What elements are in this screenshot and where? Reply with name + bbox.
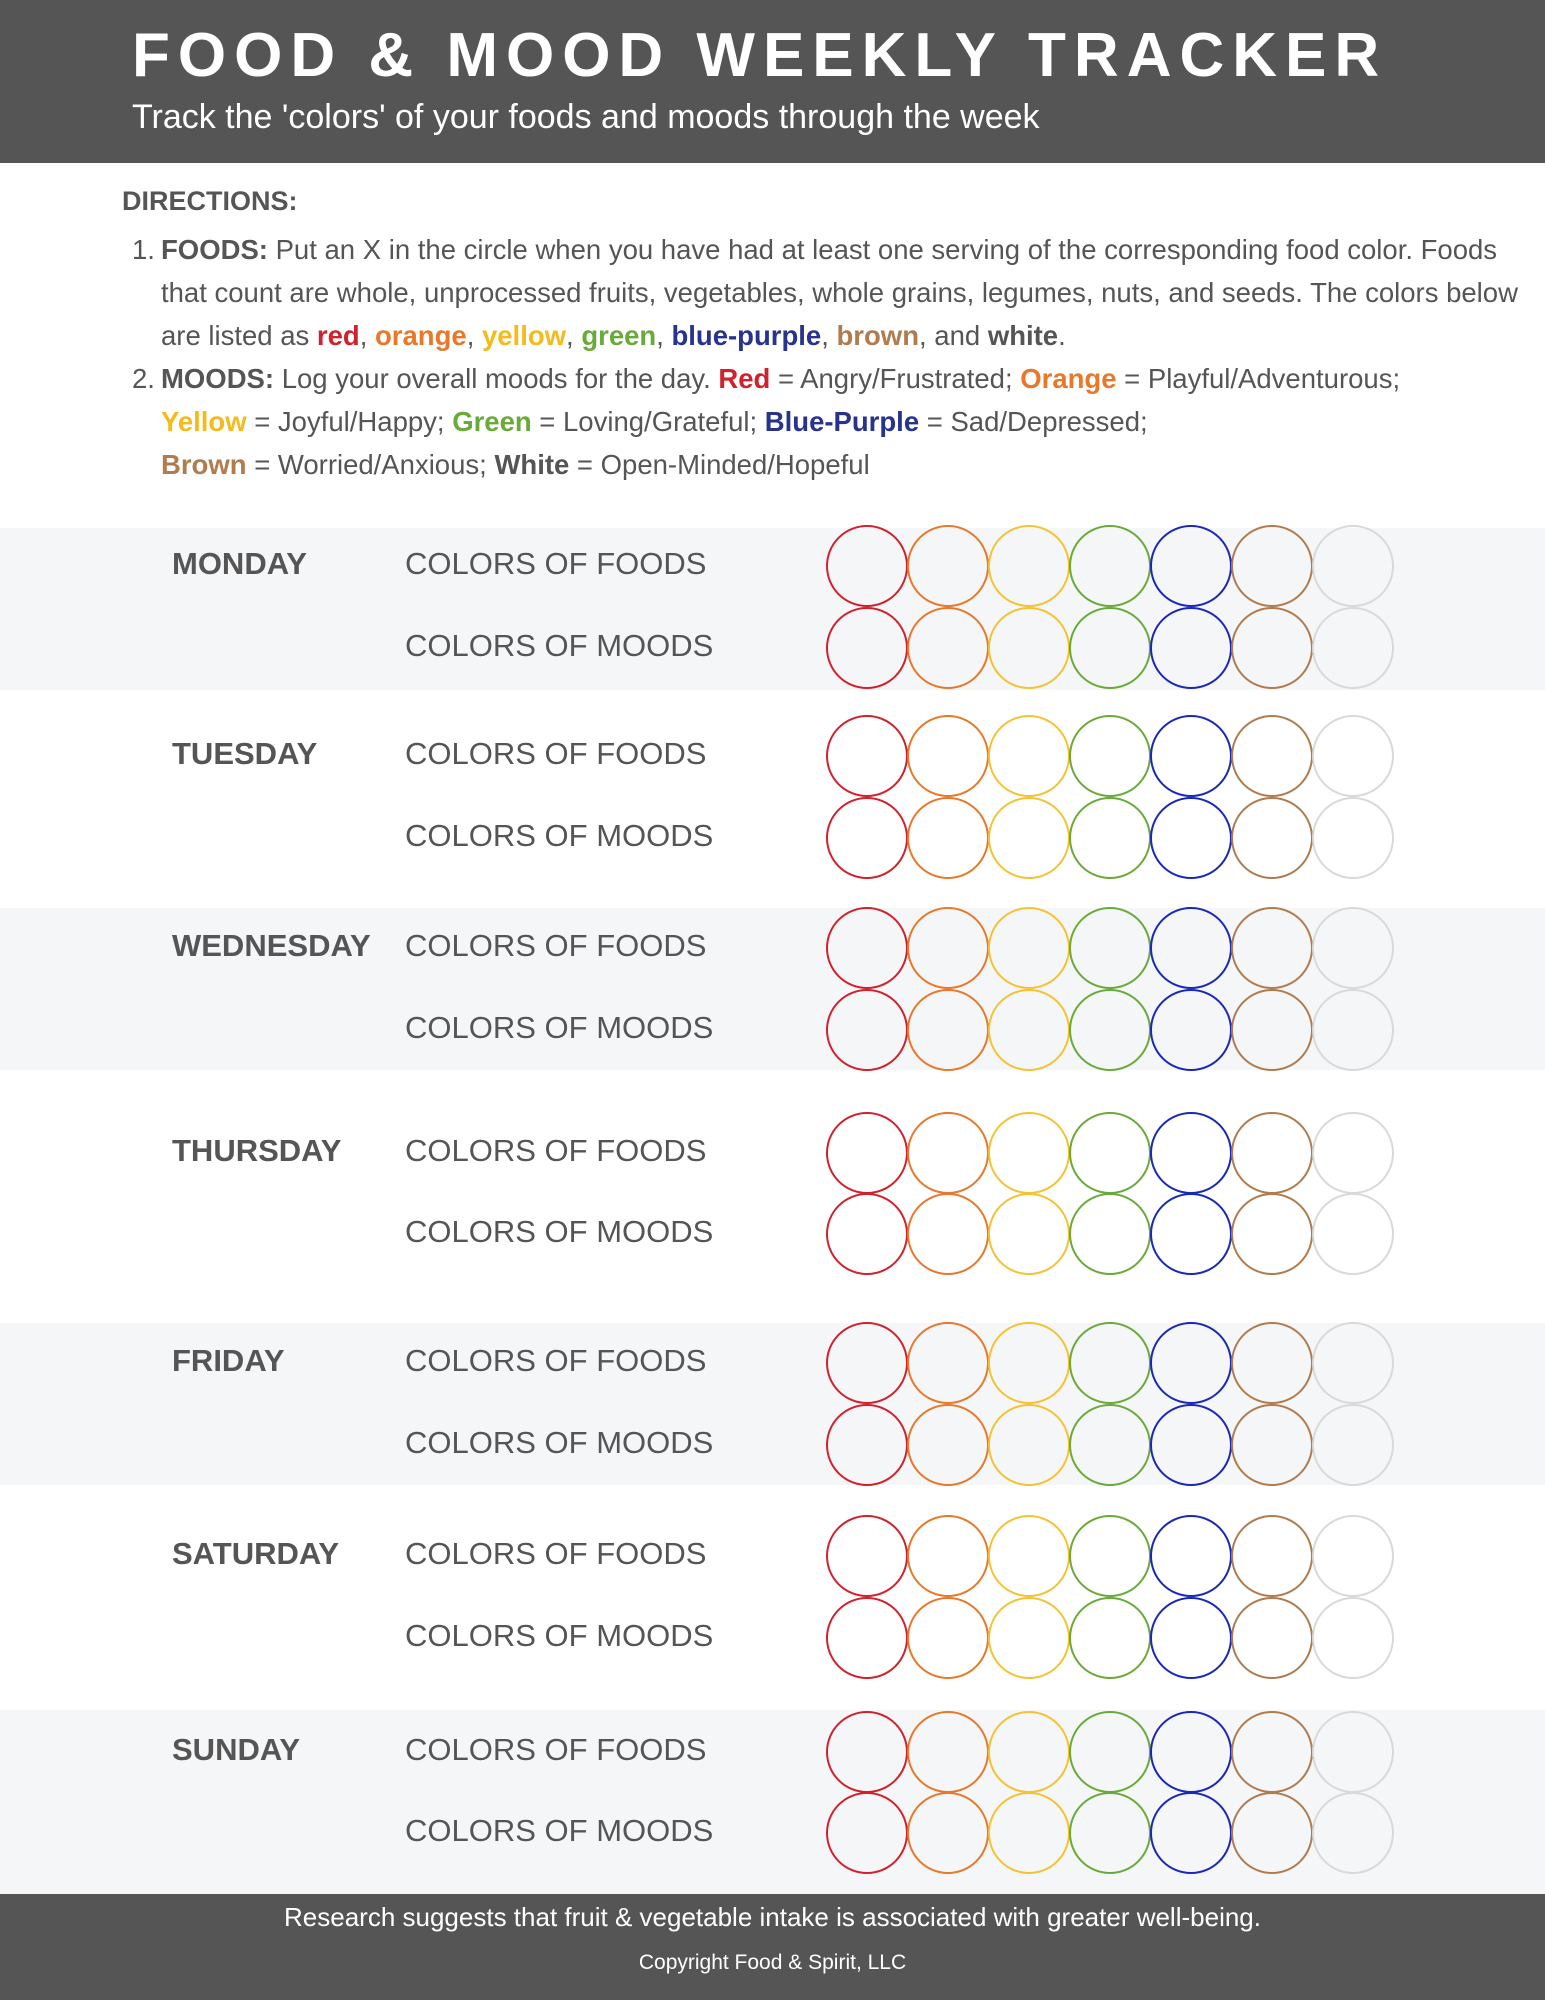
- foods-circle-group: [826, 1112, 1393, 1194]
- green-foods-checkbox[interactable]: [1069, 907, 1151, 989]
- brown-foods-checkbox[interactable]: [1231, 1515, 1313, 1597]
- yellow-foods-checkbox[interactable]: [988, 715, 1070, 797]
- green-moods-checkbox[interactable]: [1069, 1792, 1151, 1874]
- yellow-foods-checkbox[interactable]: [988, 1112, 1070, 1194]
- blue-foods-checkbox[interactable]: [1150, 525, 1232, 607]
- brown-moods-checkbox[interactable]: [1231, 1792, 1313, 1874]
- white-moods-checkbox[interactable]: [1312, 989, 1394, 1071]
- colors-of-foods-label: COLORS OF FOODS: [405, 1732, 707, 1767]
- colors-of-moods-label: COLORS OF MOODS: [405, 818, 714, 853]
- orange-moods-checkbox[interactable]: [907, 1193, 989, 1275]
- mood-meaning-orange: = Playful/Adventurous;: [1116, 363, 1401, 394]
- moods-label: MOODS:: [161, 363, 275, 394]
- day-name: WEDNESDAY: [172, 928, 371, 963]
- foods-circle-group: [826, 1322, 1393, 1404]
- separator: ,: [566, 320, 582, 351]
- directions-heading: DIRECTIONS:: [122, 186, 298, 216]
- orange-moods-checkbox[interactable]: [907, 607, 989, 689]
- moods-circle-group: [826, 1792, 1393, 1874]
- list-number: 2.: [132, 363, 155, 394]
- day-row-saturday: [0, 1514, 1545, 1710]
- brown-moods-checkbox[interactable]: [1231, 1597, 1313, 1679]
- day-name: MONDAY: [172, 546, 307, 581]
- red-foods-checkbox[interactable]: [826, 1112, 908, 1194]
- blue-foods-checkbox[interactable]: [1150, 907, 1232, 989]
- white-moods-checkbox[interactable]: [1312, 1193, 1394, 1275]
- footer-banner: [0, 1894, 1545, 2000]
- brown-moods-checkbox[interactable]: [1231, 607, 1313, 689]
- blue-moods-checkbox[interactable]: [1150, 797, 1232, 879]
- red-moods-checkbox[interactable]: [826, 607, 908, 689]
- yellow-moods-checkbox[interactable]: [988, 797, 1070, 879]
- white-foods-checkbox[interactable]: [1312, 1515, 1394, 1597]
- green-foods-checkbox[interactable]: [1069, 525, 1151, 607]
- orange-foods-checkbox[interactable]: [907, 1322, 989, 1404]
- orange-foods-checkbox[interactable]: [907, 1112, 989, 1194]
- mood-color-brown: Brown: [161, 449, 247, 480]
- moods-circle-group: [826, 607, 1393, 689]
- red-moods-checkbox[interactable]: [826, 1404, 908, 1486]
- red-foods-checkbox[interactable]: [826, 1711, 908, 1793]
- red-moods-checkbox[interactable]: [826, 989, 908, 1071]
- separator: ,: [359, 320, 375, 351]
- brown-moods-checkbox[interactable]: [1231, 1404, 1313, 1486]
- list-number: 1.: [132, 234, 155, 265]
- day-row-wednesday: [0, 908, 1545, 1070]
- yellow-moods-checkbox[interactable]: [988, 1792, 1070, 1874]
- blue-moods-checkbox[interactable]: [1150, 1792, 1232, 1874]
- red-foods-checkbox[interactable]: [826, 1515, 908, 1597]
- colors-of-foods-label: COLORS OF FOODS: [405, 1343, 707, 1378]
- mood-meaning-blue-purple: = Sad/Depressed;: [919, 406, 1148, 437]
- blue-foods-checkbox[interactable]: [1150, 1515, 1232, 1597]
- brown-foods-checkbox[interactable]: [1231, 1711, 1313, 1793]
- orange-moods-checkbox[interactable]: [907, 989, 989, 1071]
- white-moods-checkbox[interactable]: [1312, 1597, 1394, 1679]
- mood-color-red: Red: [718, 363, 771, 394]
- colors-of-foods-label: COLORS OF FOODS: [405, 1133, 707, 1168]
- foods-circle-group: [826, 1711, 1393, 1793]
- page-title: FOOD & MOOD WEEKLY TRACKER: [132, 21, 1388, 90]
- orange-moods-checkbox[interactable]: [907, 1404, 989, 1486]
- white-foods-checkbox[interactable]: [1312, 907, 1394, 989]
- colors-of-foods-label: COLORS OF FOODS: [405, 546, 707, 581]
- day-row-friday: [0, 1323, 1545, 1485]
- yellow-moods-checkbox[interactable]: [988, 989, 1070, 1071]
- white-moods-checkbox[interactable]: [1312, 1792, 1394, 1874]
- yellow-moods-checkbox[interactable]: [988, 607, 1070, 689]
- moods-circle-group: [826, 797, 1393, 879]
- green-moods-checkbox[interactable]: [1069, 1597, 1151, 1679]
- white-foods-checkbox[interactable]: [1312, 525, 1394, 607]
- foods-circle-group: [826, 525, 1393, 607]
- colors-of-moods-label: COLORS OF MOODS: [405, 1425, 714, 1460]
- yellow-foods-checkbox[interactable]: [988, 907, 1070, 989]
- separator: , and: [919, 320, 988, 351]
- colors-of-moods-label: COLORS OF MOODS: [405, 1813, 714, 1848]
- red-moods-checkbox[interactable]: [826, 1597, 908, 1679]
- colors-of-foods-label: COLORS OF FOODS: [405, 1536, 707, 1571]
- green-foods-checkbox[interactable]: [1069, 1112, 1151, 1194]
- foods-instructions: Put an X in the circle when you have had at least one serving of the corresponding food color. Foods that count are whole, unprocessed fruits, vegetables, whole grains, legumes, nuts, and seeds. The colors below are listed as: [161, 234, 1518, 351]
- orange-foods-checkbox[interactable]: [907, 1515, 989, 1597]
- white-foods-checkbox[interactable]: [1312, 1112, 1394, 1194]
- blue-foods-checkbox[interactable]: [1150, 1322, 1232, 1404]
- mood-color-white: White: [494, 449, 570, 480]
- separator: ,: [466, 320, 482, 351]
- mood-color-yellow: Yellow: [161, 406, 247, 437]
- white-moods-checkbox[interactable]: [1312, 607, 1394, 689]
- food-color-green: green: [581, 320, 657, 351]
- blue-foods-checkbox[interactable]: [1150, 715, 1232, 797]
- day-row-tuesday: [0, 718, 1545, 908]
- orange-moods-checkbox[interactable]: [907, 1597, 989, 1679]
- orange-moods-checkbox[interactable]: [907, 797, 989, 879]
- day-row-monday: [0, 528, 1545, 690]
- orange-foods-checkbox[interactable]: [907, 525, 989, 607]
- day-row-sunday: [0, 1710, 1545, 1894]
- foods-label: FOODS:: [161, 234, 268, 265]
- mood-color-blue-purple: Blue-Purple: [764, 406, 920, 437]
- day-row-thursday: [0, 1100, 1545, 1320]
- white-foods-checkbox[interactable]: [1312, 1711, 1394, 1793]
- red-foods-checkbox[interactable]: [826, 715, 908, 797]
- moods-circle-group: [826, 1193, 1393, 1275]
- period: .: [1058, 320, 1066, 351]
- colors-of-foods-label: COLORS OF FOODS: [405, 736, 707, 771]
- green-moods-checkbox[interactable]: [1069, 607, 1151, 689]
- yellow-foods-checkbox[interactable]: [988, 1515, 1070, 1597]
- colors-of-moods-label: COLORS OF MOODS: [405, 1010, 714, 1045]
- blue-moods-checkbox[interactable]: [1150, 1193, 1232, 1275]
- white-moods-checkbox[interactable]: [1312, 1404, 1394, 1486]
- green-foods-checkbox[interactable]: [1069, 1322, 1151, 1404]
- blue-foods-checkbox[interactable]: [1150, 1112, 1232, 1194]
- moods-circle-group: [826, 1597, 1393, 1679]
- food-color-red: red: [316, 320, 360, 351]
- mood-meaning-yellow: = Joyful/Happy;: [246, 406, 453, 437]
- brown-foods-checkbox[interactable]: [1231, 525, 1313, 607]
- food-color-orange: orange: [375, 320, 467, 351]
- food-color-brown: brown: [836, 320, 919, 351]
- day-name: SATURDAY: [172, 1536, 340, 1571]
- red-moods-checkbox[interactable]: [826, 797, 908, 879]
- directions-section: [122, 186, 1522, 486]
- directions-item-moods: [122, 357, 1522, 486]
- day-name: THURSDAY: [172, 1133, 342, 1168]
- yellow-moods-checkbox[interactable]: [988, 1193, 1070, 1275]
- blue-moods-checkbox[interactable]: [1150, 607, 1232, 689]
- green-foods-checkbox[interactable]: [1069, 1711, 1151, 1793]
- white-foods-checkbox[interactable]: [1312, 1322, 1394, 1404]
- day-name: SUNDAY: [172, 1732, 301, 1767]
- red-foods-checkbox[interactable]: [826, 1322, 908, 1404]
- mood-meaning-green: = Loving/Grateful;: [531, 406, 765, 437]
- colors-of-moods-label: COLORS OF MOODS: [405, 1214, 714, 1249]
- red-moods-checkbox[interactable]: [826, 1792, 908, 1874]
- separator: ,: [656, 320, 672, 351]
- red-foods-checkbox[interactable]: [826, 525, 908, 607]
- blue-moods-checkbox[interactable]: [1150, 989, 1232, 1071]
- orange-foods-checkbox[interactable]: [907, 715, 989, 797]
- white-moods-checkbox[interactable]: [1312, 797, 1394, 879]
- orange-foods-checkbox[interactable]: [907, 1711, 989, 1793]
- yellow-moods-checkbox[interactable]: [988, 1597, 1070, 1679]
- day-name: FRIDAY: [172, 1343, 285, 1378]
- moods-instructions: Log your overall moods for the day.: [274, 363, 719, 394]
- mood-color-orange: Orange: [1020, 363, 1117, 394]
- white-foods-checkbox[interactable]: [1312, 715, 1394, 797]
- directions-item-foods: [122, 228, 1522, 357]
- brown-foods-checkbox[interactable]: [1231, 907, 1313, 989]
- copyright: Copyright Food & Spirit, LLC: [638, 1951, 907, 1974]
- yellow-moods-checkbox[interactable]: [988, 1404, 1070, 1486]
- foods-circle-group: [826, 907, 1393, 989]
- day-name: TUESDAY: [172, 736, 318, 771]
- colors-of-moods-label: COLORS OF MOODS: [405, 628, 714, 663]
- green-foods-checkbox[interactable]: [1069, 715, 1151, 797]
- mood-color-green: Green: [452, 406, 532, 437]
- mood-meaning-red: = Angry/Frustrated;: [770, 363, 1021, 394]
- footer-note: Research suggests that fruit & vegetable intake is associated with greater well-being.: [284, 1902, 1261, 1932]
- brown-foods-checkbox[interactable]: [1231, 1322, 1313, 1404]
- mood-meaning-brown: = Worried/Anxious;: [246, 449, 495, 480]
- food-color-blue-purple: blue-purple: [671, 320, 822, 351]
- food-color-yellow: yellow: [481, 320, 567, 351]
- foods-circle-group: [826, 1515, 1393, 1597]
- colors-of-moods-label: COLORS OF MOODS: [405, 1618, 714, 1653]
- brown-foods-checkbox[interactable]: [1231, 715, 1313, 797]
- green-moods-checkbox[interactable]: [1069, 989, 1151, 1071]
- brown-moods-checkbox[interactable]: [1231, 989, 1313, 1071]
- orange-moods-checkbox[interactable]: [907, 1792, 989, 1874]
- moods-circle-group: [826, 989, 1393, 1071]
- green-moods-checkbox[interactable]: [1069, 797, 1151, 879]
- yellow-foods-checkbox[interactable]: [988, 525, 1070, 607]
- separator: ,: [821, 320, 837, 351]
- header-banner: [0, 0, 1545, 163]
- yellow-foods-checkbox[interactable]: [988, 1711, 1070, 1793]
- yellow-foods-checkbox[interactable]: [988, 1322, 1070, 1404]
- blue-moods-checkbox[interactable]: [1150, 1404, 1232, 1486]
- brown-moods-checkbox[interactable]: [1231, 1193, 1313, 1275]
- blue-moods-checkbox[interactable]: [1150, 1597, 1232, 1679]
- red-moods-checkbox[interactable]: [826, 1193, 908, 1275]
- green-moods-checkbox[interactable]: [1069, 1193, 1151, 1275]
- brown-foods-checkbox[interactable]: [1231, 1112, 1313, 1194]
- blue-foods-checkbox[interactable]: [1150, 1711, 1232, 1793]
- moods-circle-group: [826, 1404, 1393, 1486]
- green-moods-checkbox[interactable]: [1069, 1404, 1151, 1486]
- green-foods-checkbox[interactable]: [1069, 1515, 1151, 1597]
- page-subtitle: Track the 'colors' of your foods and moods through the week: [132, 98, 1040, 136]
- red-foods-checkbox[interactable]: [826, 907, 908, 989]
- colors-of-foods-label: COLORS OF FOODS: [405, 928, 707, 963]
- brown-moods-checkbox[interactable]: [1231, 797, 1313, 879]
- mood-meaning-white: = Open-Minded/Hopeful: [569, 449, 870, 480]
- orange-foods-checkbox[interactable]: [907, 907, 989, 989]
- foods-circle-group: [826, 715, 1393, 797]
- food-color-white: white: [987, 320, 1059, 351]
